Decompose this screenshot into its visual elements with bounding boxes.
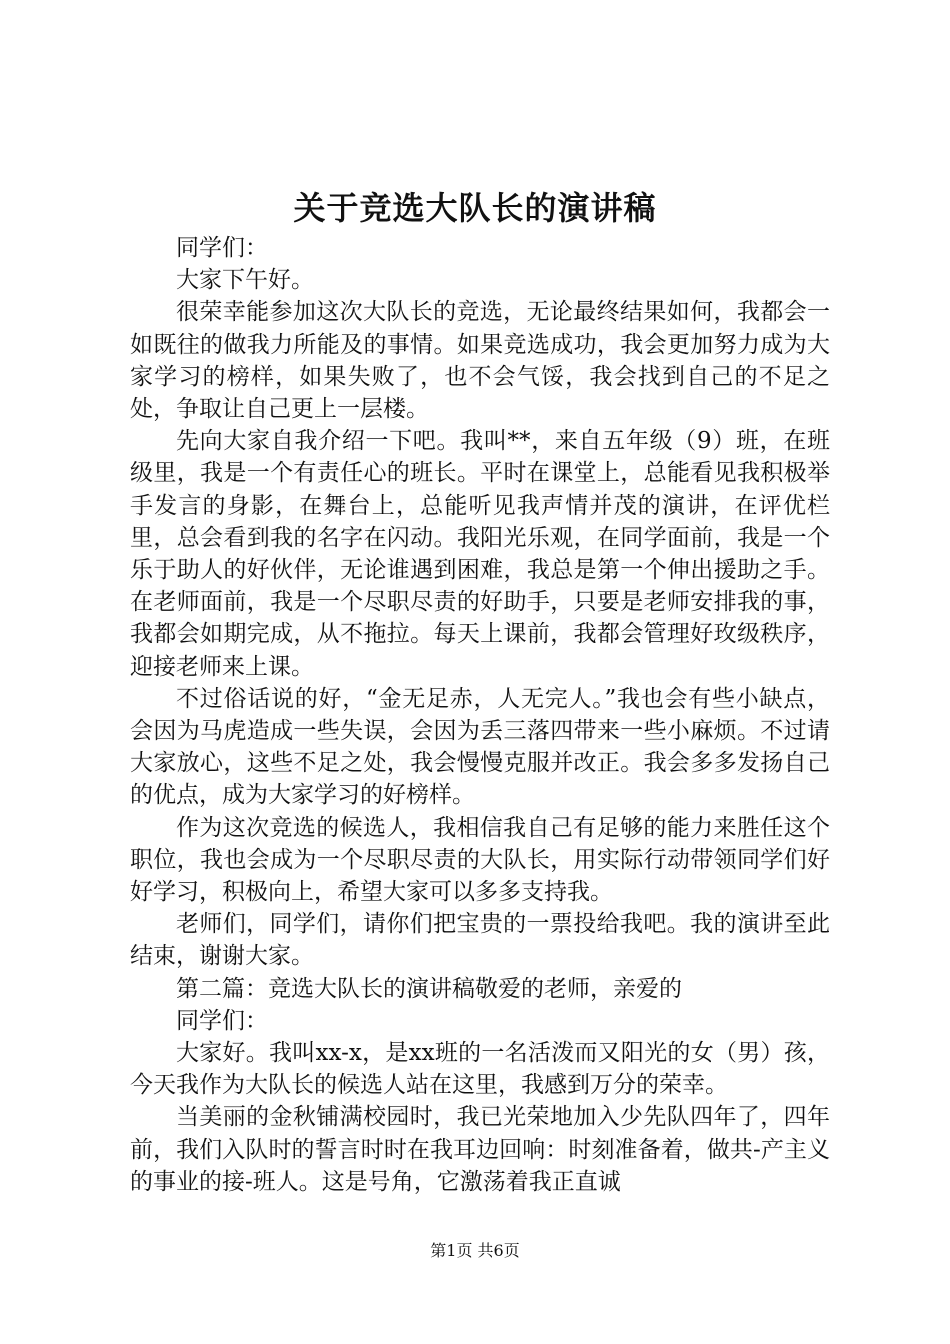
paragraph-second-body: 当美丽的金秋铺满校园时，我已光荣地加入少先队四年了，四年前，我们入队时的誓言时时在我耳边回响：时刻准备着，做共-产主义的事业的接-班人。这是号角，它激荡着我正直诚 — [130, 1104, 830, 1195]
paragraph-self-introduction: 先向大家自我介绍一下吧。我叫**，来自五年级（9）班，在班级里，我是一个有责任心的班长。平时在课堂上，总能看见我积极举手发言的身影，在舞台上，总能听见我声情并茂的演讲，在评优栏里，总会看到我的名字在闪动。我阳光乐观，在同学面前，我是一个乐于助人的好伙伴，无论谁遇到困难，我总是第一个伸出援助之手。在老师面前，我是一个尽职尽责的好助手，只要是老师安排我的事，我都会如期完成，从不拖拉。每天上课前，我都会管理好玫级秩序，迎接老师来上课。 — [130, 428, 830, 680]
paragraph-shortcomings: 不过俗话说的好，“金无足赤，人无完人。”我也会有些小缺点，会因为马虎造成一些失误，会因为丢三落四带来一些小麻烦。不过请大家放心，这些不足之处，我会慢慢克服并改正。我会多多发扬自己的优点，成为大家学习的好榜样。 — [130, 685, 830, 809]
page-footer: 第1页 共6页 — [430, 1241, 520, 1260]
paragraph-intro: 很荣幸能参加这次大队长的竞选，无论最终结果如何，我都会一如既往的做我力所能及的事情。如果竞选成功，我会更加努力成为大家学习的榜样，如果失败了，也不会气馁，我会找到自己的不足之处，争取让自己更上一层楼。 — [130, 299, 830, 423]
paragraph-second-greeting: 同学们： — [176, 1007, 268, 1034]
document-body — [130, 232, 830, 1198]
paragraph-second-intro: 大家好。我叫xx-x，是xx班的一名活泼而又阳光的女（男）孩，今天我作为大队长的候选人站在这里，我感到万分的荣幸。 — [130, 1040, 830, 1099]
paragraph-salutation: 大家下午好。 — [176, 267, 314, 294]
paragraph-candidacy: 作为这次竞选的候选人，我相信我自己有足够的能力来胜任这个职位，我也会成为一个尽职尽责的大队长，用实际行动带领同学们好好学习，积极向上，希望大家可以多多支持我。 — [130, 814, 830, 906]
document-title: 关于竞选大队长的演讲稿 — [293, 189, 657, 227]
paragraph-second-article-heading: 第二篇：竞选大队长的演讲稿敬爱的老师，亲爱的 — [176, 975, 682, 1002]
paragraph-greeting: 同学们： — [176, 235, 268, 261]
paragraph-closing: 老师们，同学们，请你们把宝贵的一票投给我吧。我的演讲至此结束，谢谢大家。 — [130, 911, 830, 970]
